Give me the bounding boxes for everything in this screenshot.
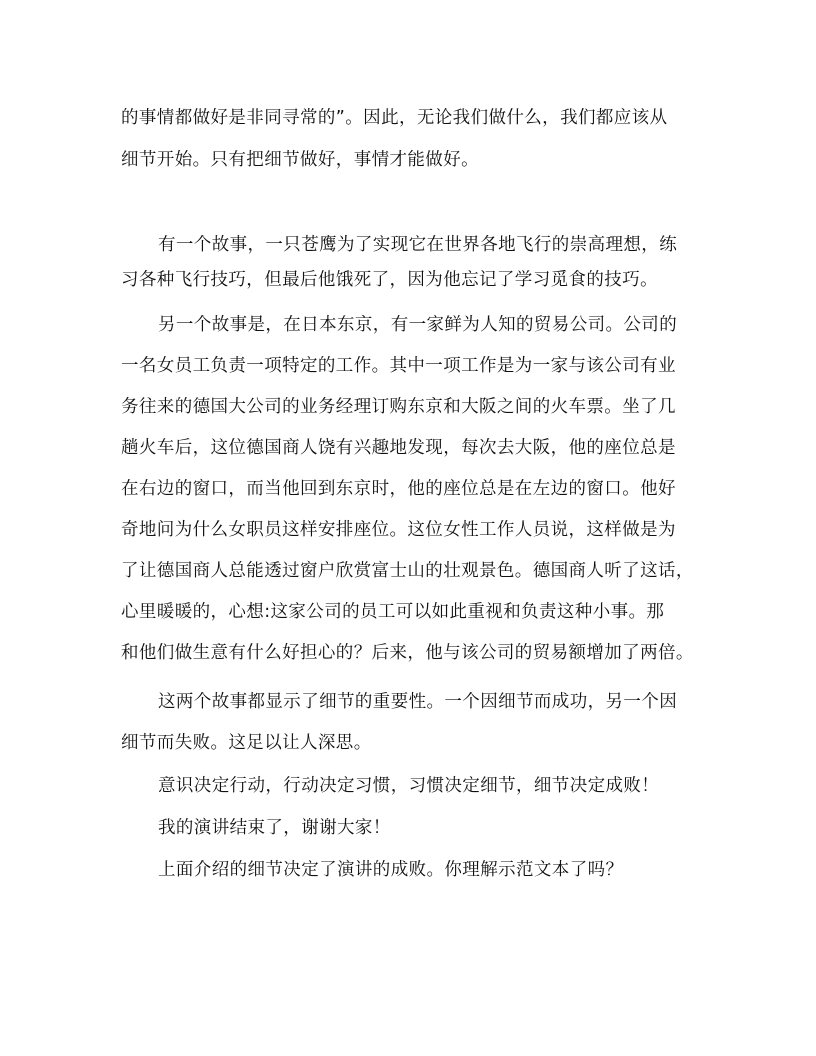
- paragraph-start-line: 有一个故事，一只苍鹰为了实现它在世界各地飞行的崇高理想，练: [158, 235, 678, 255]
- text-line: 和他们做生意有什么好担心的？后来，他与该公司的贸易额增加了两倍。: [121, 643, 694, 663]
- text-line: 了让德国商人总能透过窗户欣赏富士山的壮观景色。德国商人听了这话，: [121, 561, 694, 581]
- paragraph-start-line: 另一个故事是，在日本东京，有一家鲜为人知的贸易公司。公司的: [158, 315, 678, 335]
- text-line: 习各种飞行技巧，但最后他饿死了，因为他忘记了学习觅食的技巧。: [121, 270, 658, 290]
- paragraph-start-line: 意识决定行动，行动决定习惯，习惯决定细节，细节决定成败！: [158, 776, 660, 796]
- text-line: 务往来的德国大公司的业务经理订购东京和大阪之间的火车票。坐了几: [121, 397, 676, 417]
- text-line: 的事情都做好是非同寻常的”。因此，无论我们做什么，我们都应该从: [121, 108, 668, 128]
- text-line: 细节开始。只有把细节做好，事情才能做好。: [121, 150, 479, 170]
- text-line: 细节而失败。这足以让人深思。: [121, 733, 372, 753]
- paragraph-start-line: 这两个故事都显示了细节的重要性。一个因细节而成功，另一个因: [158, 692, 678, 712]
- text-line: 在右边的窗口，而当他回到东京时，他的座位总是在左边的窗口。他好: [121, 479, 676, 499]
- text-line: 心里暖暖的，心想:这家公司的员工可以如此重视和负责这种小事。那: [121, 602, 665, 622]
- paragraph-start-line: 我的演讲结束了，谢谢大家！: [158, 818, 391, 838]
- paragraph-start-line: 上面介绍的细节决定了演讲的成败。你理解示范文本了吗？: [158, 860, 624, 880]
- text-line: 奇地问为什么女职员这样安排座位。这位女性工作人员说，这样做是为: [121, 520, 676, 540]
- text-line: 一名女员工负责一项特定的工作。其中一项工作是为一家与该公司有业: [121, 356, 676, 376]
- text-line: 趟火车后，这位德国商人饶有兴趣地发现，每次去大阪，他的座位总是: [121, 438, 676, 458]
